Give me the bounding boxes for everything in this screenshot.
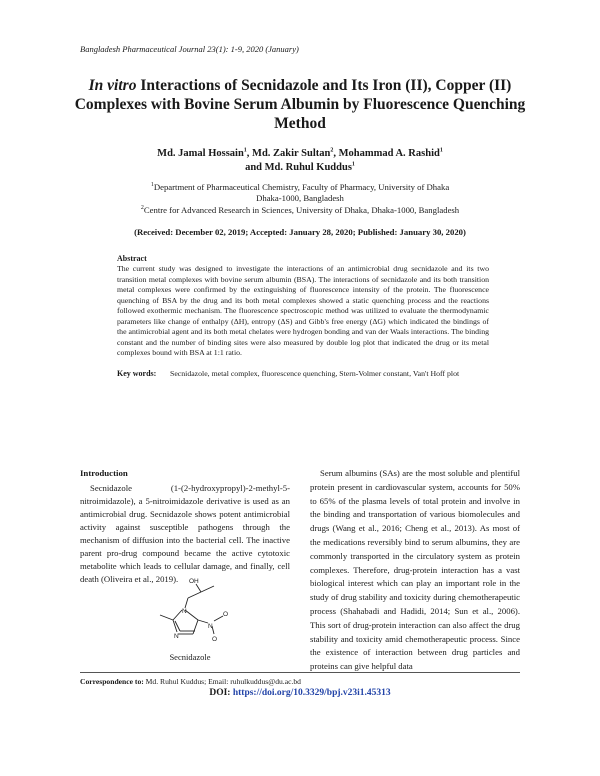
secnidazole-structure — [130, 568, 250, 660]
nitro-o1-label: O — [212, 636, 218, 643]
nitro-o2-label: O — [223, 611, 229, 618]
nitro-n-label: N — [208, 623, 213, 630]
author-list — [100, 147, 500, 175]
publication-dates: (Received: December 02, 2019; Accepted: January 28, 2020; Published: January 30, 2020) — [134, 227, 466, 237]
atom-n1-label: N — [182, 608, 187, 615]
structure-caption: Secnidazole — [169, 652, 211, 662]
author-4: and Md. Ruhul Kuddus$^1$ — [245, 161, 355, 173]
correspondence-note — [80, 677, 301, 686]
title-text: Interactions of Secnidazole and Its Iron (II), Copper (II) Complexes with Bovine Serum Albumin by Fluorescence Quenching Method — [74, 77, 526, 132]
affiliations — [80, 182, 520, 216]
author-2: Md. Zakir Sultan$^2$, — [252, 147, 339, 159]
doi-label: DOI: — [209, 688, 233, 698]
atom-n2-label: N — [174, 633, 179, 640]
footnote-divider — [80, 672, 520, 673]
paper-title — [70, 76, 530, 133]
intro-right-paragraph: Serum albumins (SAs) are the most soluble and plentiful protein present in cardiovascular system, accounts for 50% to 65% of the plasma levels of total protein and involve in the binding and transportation of various biomolecules and drugs (Wang et al., 2016; Cheng et al., 2013). As most of the medications reversibly bind to serum albumins, they are commonly transported in the circulatory system as protein complexes. Therefore, drug-protein interaction has a vast biological interest which can play an important role in the study of drug stability and toxicity during chemotherapeutic process (Shahabadi and Hadidi, 2014; Sun et al., 2006). This sort of drug-protein interaction can also affect the drug stability and toxicity amid chemotherapeutic process. Since the existence of interaction between drug particles and proteins can give helpful data — [310, 468, 520, 672]
abstract-heading: Abstract — [117, 254, 147, 263]
correspondence-label: Correspondence to: — [80, 677, 144, 686]
author-1: Md. Jamal Hossain$^1$, — [157, 147, 253, 159]
title-italic-prefix: In vitro — [88, 77, 137, 94]
journal-header: Bangladesh Pharmaceutical Journal 23(1): 1-9, 2020 (January) — [80, 44, 299, 54]
keywords-label: Key words: — [117, 369, 157, 378]
doi-line — [80, 688, 520, 698]
affiliation-2: $^2$Centre for Advanced Research in Sciences, University of Dhaka, Dhaka-1000, Bangladesh — [140, 204, 460, 215]
introduction-heading: Introduction — [80, 468, 128, 478]
keywords-text: Secnidazole, metal complex, fluorescence quenching, Stern-Volmer constant, Van't Hoff plot — [170, 369, 460, 378]
doi-link[interactable]: https://doi.org/10.3329/bpj.v23i1.45313 — [232, 688, 391, 698]
abstract-text: The current study was designed to investigate the interactions of an antimicrobial drug secnidazole and its two transition metal complexes with bovine serum albumin (BSA). The interactions of secnidazole and its both transition metal complexes were confirmed by the extinguishing of fluorescence intensity of the protein. The fluorescence quenching of BSA by the drug and its both metal complexes showed a static quenching process and the reactions followed exothermic mechanism. The fluorescence spectroscopic method was utilized to evaluate the thermodynamic parameters like change of enthalpy (ΔH), entropy (ΔS) and Gibb's free energy (ΔG) which indicated the bindings of the antimicrobial agent and its both metal chelates were hydrogen bonding and van der Waals interactions. The binding constant and the number of binding sites were also measured by double log plot that indicated the drug or its metal complexes bound with BSA at 1:1 ratio. — [117, 264, 489, 358]
affiliation-1: $^1$Department of Pharmaceutical Chemistry, Faculty of Pharmacy, University of Dhaka Dhaka-1000, Bangladesh — [150, 182, 450, 204]
correspondence-text: Md. Ruhul Kuddus; Email: ruhulkuddus@du.ac.bd — [143, 677, 301, 686]
author-3: Mohammad A. Rashid$^1$ — [338, 147, 443, 159]
intro-left-paragraph: Secnidazole (1-(2-hydroxypropyl)-2-methyl-5-nitroimidazole), a 5-nitroimidazole derivative is used as an antimicrobial drug. Secnidazole shows potent antimicrobial activity against susceptible pathogens through the mechanism of diffusion into the bacterial cell. The inactive parent pro-drug compound became the active cytotoxic metabolite which leads to cellular damage, and finally, cell death (Oliveira et al., 2019). — [80, 483, 290, 584]
atom-oh-label: OH — [189, 578, 199, 585]
